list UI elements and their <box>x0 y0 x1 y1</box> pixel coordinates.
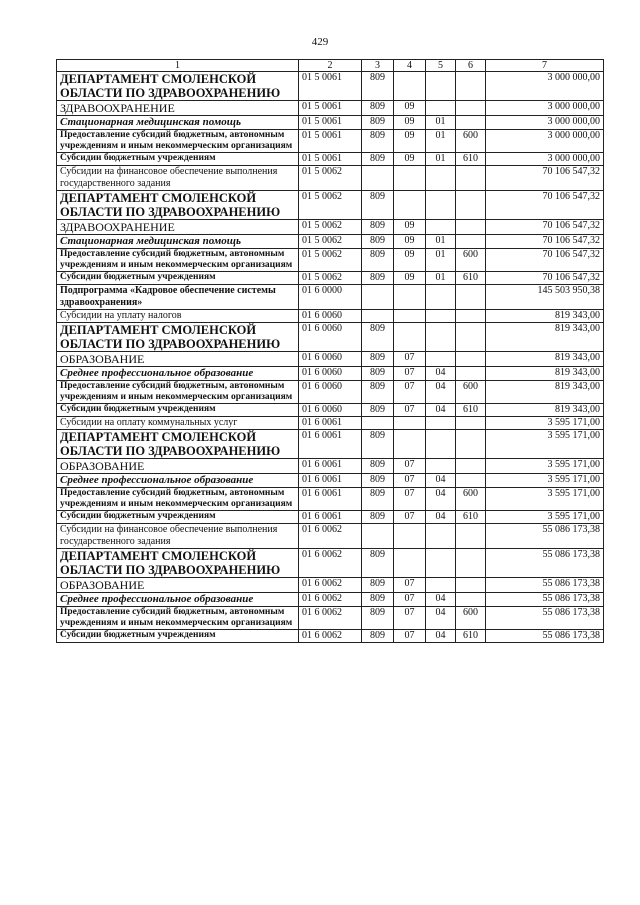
row-name-cell: Среднее профессиональное образование <box>57 593 299 607</box>
amount-cell: 819 343,00 <box>486 352 604 367</box>
ministry-code-cell: 809 <box>362 578 394 593</box>
expense-type-cell <box>456 352 486 367</box>
target-article-cell: 01 5 0061 <box>299 116 362 130</box>
table-row <box>57 166 604 191</box>
column-header: 7 <box>486 60 604 72</box>
table-row <box>57 430 604 459</box>
target-article-cell: 01 6 0000 <box>299 285 362 310</box>
subsection-code-cell: 01 <box>426 116 456 130</box>
amount-cell: 55 086 173,38 <box>486 607 604 630</box>
table-row <box>57 607 604 630</box>
target-article-cell: 01 6 0060 <box>299 352 362 367</box>
column-header: 5 <box>426 60 456 72</box>
row-name-cell: Субсидии на оплату коммунальных услуг <box>57 417 299 430</box>
amount-cell: 145 503 950,38 <box>486 285 604 310</box>
column-header: 2 <box>299 60 362 72</box>
subsection-code-cell: 01 <box>426 153 456 166</box>
row-name-cell: ДЕПАРТАМЕНТ СМОЛЕНСКОЙ ОБЛАСТИ ПО ЗДРАВООХРАНЕНИЮ <box>57 191 299 220</box>
ministry-code-cell <box>362 285 394 310</box>
expense-type-cell: 600 <box>456 488 486 511</box>
subsection-code-cell: 01 <box>426 130 456 153</box>
ministry-code-cell: 809 <box>362 430 394 459</box>
subsection-code-cell <box>426 549 456 578</box>
table-row <box>57 524 604 549</box>
target-article-cell: 01 6 0060 <box>299 310 362 323</box>
target-article-cell: 01 6 0061 <box>299 488 362 511</box>
target-article-cell: 01 6 0060 <box>299 381 362 404</box>
expense-type-cell <box>456 235 486 249</box>
subsection-code-cell <box>426 417 456 430</box>
ministry-code-cell: 809 <box>362 593 394 607</box>
row-name-cell: Среднее профессиональное образование <box>57 474 299 488</box>
table-row <box>57 381 604 404</box>
target-article-cell: 01 6 0061 <box>299 511 362 524</box>
amount-cell: 3 595 171,00 <box>486 511 604 524</box>
row-name-cell: Предоставление субсидий бюджетным, автономным учреждениям и иным некоммерческим организациям <box>57 130 299 153</box>
ministry-code-cell: 809 <box>362 130 394 153</box>
amount-cell: 819 343,00 <box>486 381 604 404</box>
ministry-code-cell: 809 <box>362 153 394 166</box>
section-code-cell: 07 <box>394 607 426 630</box>
section-code-cell: 07 <box>394 404 426 417</box>
section-code-cell: 07 <box>394 578 426 593</box>
table-row <box>57 220 604 235</box>
table-row <box>57 459 604 474</box>
table-row <box>57 352 604 367</box>
ministry-code-cell: 809 <box>362 474 394 488</box>
column-header: 3 <box>362 60 394 72</box>
target-article-cell: 01 5 0062 <box>299 166 362 191</box>
section-code-cell <box>394 549 426 578</box>
ministry-code-cell <box>362 166 394 191</box>
amount-cell: 819 343,00 <box>486 310 604 323</box>
amount-cell: 3 595 171,00 <box>486 488 604 511</box>
ministry-code-cell: 809 <box>362 235 394 249</box>
expense-type-cell <box>456 593 486 607</box>
table-row <box>57 191 604 220</box>
section-code-cell <box>394 72 426 101</box>
amount-cell: 55 086 173,38 <box>486 578 604 593</box>
section-code-cell: 09 <box>394 116 426 130</box>
subsection-code-cell <box>426 72 456 101</box>
expense-type-cell: 610 <box>456 153 486 166</box>
section-code-cell: 09 <box>394 101 426 116</box>
row-name-cell: ЗДРАВООХРАНЕНИЕ <box>57 220 299 235</box>
subsection-code-cell: 01 <box>426 235 456 249</box>
column-header: 1 <box>57 60 299 72</box>
table-row <box>57 72 604 101</box>
section-code-cell <box>394 191 426 220</box>
amount-cell: 819 343,00 <box>486 404 604 417</box>
amount-cell: 3 595 171,00 <box>486 459 604 474</box>
section-code-cell: 09 <box>394 249 426 272</box>
target-article-cell: 01 5 0062 <box>299 220 362 235</box>
target-article-cell: 01 6 0062 <box>299 578 362 593</box>
row-name-cell: Предоставление субсидий бюджетным, автономным учреждениям и иным некоммерческим организациям <box>57 249 299 272</box>
row-name-cell: Подпрограмма «Кадровое обеспечение системы здравоохранения» <box>57 285 299 310</box>
expense-type-cell <box>456 116 486 130</box>
amount-cell: 70 106 547,32 <box>486 235 604 249</box>
table-row <box>57 310 604 323</box>
amount-cell: 70 106 547,32 <box>486 249 604 272</box>
section-code-cell: 09 <box>394 235 426 249</box>
target-article-cell: 01 5 0061 <box>299 101 362 116</box>
subsection-code-cell <box>426 430 456 459</box>
table-row <box>57 323 604 352</box>
expense-type-cell: 600 <box>456 381 486 404</box>
target-article-cell: 01 6 0061 <box>299 417 362 430</box>
target-article-cell: 01 6 0062 <box>299 593 362 607</box>
ministry-code-cell: 809 <box>362 367 394 381</box>
table-row <box>57 593 604 607</box>
row-name-cell: ЗДРАВООХРАНЕНИЕ <box>57 101 299 116</box>
row-name-cell: Предоставление субсидий бюджетным, автономным учреждениям и иным некоммерческим организациям <box>57 381 299 404</box>
expense-type-cell <box>456 474 486 488</box>
expense-type-cell <box>456 430 486 459</box>
target-article-cell: 01 5 0062 <box>299 249 362 272</box>
row-name-cell: Субсидии бюджетным учреждениям <box>57 511 299 524</box>
table-row <box>57 630 604 643</box>
subsection-code-cell <box>426 578 456 593</box>
row-name-cell: ОБРАЗОВАНИЕ <box>57 352 299 367</box>
column-header: 4 <box>394 60 426 72</box>
amount-cell: 3 595 171,00 <box>486 417 604 430</box>
subsection-code-cell: 04 <box>426 593 456 607</box>
row-name-cell: Стационарная медицинская помощь <box>57 116 299 130</box>
table-row <box>57 549 604 578</box>
subsection-code-cell <box>426 524 456 549</box>
table-row <box>57 474 604 488</box>
column-header: 6 <box>456 60 486 72</box>
table-row <box>57 417 604 430</box>
subsection-code-cell <box>426 323 456 352</box>
row-name-cell: Стационарная медицинская помощь <box>57 235 299 249</box>
ministry-code-cell: 809 <box>362 607 394 630</box>
table-row <box>57 404 604 417</box>
section-code-cell: 07 <box>394 381 426 404</box>
amount-cell: 70 106 547,32 <box>486 166 604 191</box>
ministry-code-cell: 809 <box>362 220 394 235</box>
ministry-code-cell: 809 <box>362 272 394 285</box>
ministry-code-cell: 809 <box>362 352 394 367</box>
section-code-cell: 09 <box>394 220 426 235</box>
section-code-cell <box>394 430 426 459</box>
ministry-code-cell <box>362 310 394 323</box>
expense-type-cell <box>456 310 486 323</box>
expense-type-cell: 610 <box>456 511 486 524</box>
row-name-cell: ДЕПАРТАМЕНТ СМОЛЕНСКОЙ ОБЛАСТИ ПО ЗДРАВООХРАНЕНИЮ <box>57 72 299 101</box>
amount-cell: 3 000 000,00 <box>486 101 604 116</box>
table-row <box>57 488 604 511</box>
expense-type-cell: 600 <box>456 607 486 630</box>
target-article-cell: 01 6 0061 <box>299 459 362 474</box>
expense-type-cell <box>456 578 486 593</box>
amount-cell: 3 595 171,00 <box>486 474 604 488</box>
expense-type-cell <box>456 549 486 578</box>
budget-table <box>56 59 604 643</box>
expense-type-cell <box>456 417 486 430</box>
expense-type-cell: 600 <box>456 130 486 153</box>
section-code-cell: 07 <box>394 593 426 607</box>
table-row <box>57 130 604 153</box>
row-name-cell: Субсидии на финансовое обеспечение выполнения государственного задания <box>57 166 299 191</box>
ministry-code-cell: 809 <box>362 72 394 101</box>
row-name-cell: Субсидии бюджетным учреждениям <box>57 272 299 285</box>
target-article-cell: 01 5 0062 <box>299 272 362 285</box>
amount-cell: 55 086 173,38 <box>486 593 604 607</box>
ministry-code-cell: 809 <box>362 381 394 404</box>
section-code-cell <box>394 323 426 352</box>
table-row <box>57 249 604 272</box>
section-code-cell <box>394 524 426 549</box>
row-name-cell: Предоставление субсидий бюджетным, автономным учреждениям и иным некоммерческим организациям <box>57 488 299 511</box>
table-row <box>57 285 604 310</box>
subsection-code-cell: 04 <box>426 511 456 524</box>
section-code-cell: 07 <box>394 459 426 474</box>
subsection-code-cell: 04 <box>426 367 456 381</box>
ministry-code-cell: 809 <box>362 101 394 116</box>
expense-type-cell <box>456 524 486 549</box>
subsection-code-cell: 01 <box>426 272 456 285</box>
subsection-code-cell: 04 <box>426 474 456 488</box>
section-code-cell <box>394 285 426 310</box>
amount-cell: 70 106 547,32 <box>486 272 604 285</box>
subsection-code-cell <box>426 191 456 220</box>
section-code-cell: 07 <box>394 474 426 488</box>
ministry-code-cell: 809 <box>362 249 394 272</box>
row-name-cell: ДЕПАРТАМЕНТ СМОЛЕНСКОЙ ОБЛАСТИ ПО ЗДРАВООХРАНЕНИЮ <box>57 323 299 352</box>
target-article-cell: 01 5 0062 <box>299 191 362 220</box>
section-code-cell <box>394 166 426 191</box>
target-article-cell: 01 6 0061 <box>299 474 362 488</box>
table-row <box>57 511 604 524</box>
section-code-cell: 07 <box>394 352 426 367</box>
row-name-cell: Субсидии бюджетным учреждениям <box>57 404 299 417</box>
table-row <box>57 367 604 381</box>
subsection-code-cell <box>426 101 456 116</box>
section-code-cell: 07 <box>394 488 426 511</box>
section-code-cell: 09 <box>394 153 426 166</box>
subsection-code-cell <box>426 310 456 323</box>
expense-type-cell: 610 <box>456 404 486 417</box>
expense-type-cell <box>456 191 486 220</box>
amount-cell: 3 000 000,00 <box>486 153 604 166</box>
ministry-code-cell: 809 <box>362 323 394 352</box>
subsection-code-cell: 04 <box>426 488 456 511</box>
ministry-code-cell <box>362 417 394 430</box>
row-name-cell: Среднее профессиональное образование <box>57 367 299 381</box>
target-article-cell: 01 5 0061 <box>299 153 362 166</box>
ministry-code-cell: 809 <box>362 630 394 643</box>
subsection-code-cell: 01 <box>426 249 456 272</box>
target-article-cell: 01 5 0062 <box>299 235 362 249</box>
expense-type-cell <box>456 220 486 235</box>
expense-type-cell: 610 <box>456 630 486 643</box>
expense-type-cell <box>456 166 486 191</box>
subsection-code-cell <box>426 220 456 235</box>
table-row <box>57 272 604 285</box>
target-article-cell: 01 6 0062 <box>299 549 362 578</box>
section-code-cell: 09 <box>394 272 426 285</box>
subsection-code-cell: 04 <box>426 630 456 643</box>
ministry-code-cell: 809 <box>362 459 394 474</box>
target-article-cell: 01 6 0062 <box>299 607 362 630</box>
subsection-code-cell <box>426 352 456 367</box>
row-name-cell: Субсидии бюджетным учреждениям <box>57 153 299 166</box>
page-number: 429 <box>311 36 329 48</box>
amount-cell: 55 086 173,38 <box>486 524 604 549</box>
table-header-row <box>57 60 604 72</box>
ministry-code-cell: 809 <box>362 404 394 417</box>
expense-type-cell <box>456 367 486 381</box>
row-name-cell: Субсидии на финансовое обеспечение выполнения государственного задания <box>57 524 299 549</box>
subsection-code-cell <box>426 285 456 310</box>
expense-type-cell: 600 <box>456 249 486 272</box>
row-name-cell: ДЕПАРТАМЕНТ СМОЛЕНСКОЙ ОБЛАСТИ ПО ЗДРАВООХРАНЕНИЮ <box>57 430 299 459</box>
subsection-code-cell: 04 <box>426 607 456 630</box>
target-article-cell: 01 6 0060 <box>299 367 362 381</box>
ministry-code-cell: 809 <box>362 191 394 220</box>
section-code-cell: 09 <box>394 130 426 153</box>
amount-cell: 70 106 547,32 <box>486 191 604 220</box>
expense-type-cell: 610 <box>456 272 486 285</box>
amount-cell: 3 000 000,00 <box>486 116 604 130</box>
section-code-cell: 07 <box>394 367 426 381</box>
section-code-cell <box>394 417 426 430</box>
amount-cell: 819 343,00 <box>486 367 604 381</box>
target-article-cell: 01 6 0062 <box>299 630 362 643</box>
expense-type-cell <box>456 285 486 310</box>
amount-cell: 55 086 173,38 <box>486 549 604 578</box>
target-article-cell: 01 6 0060 <box>299 323 362 352</box>
amount-cell: 70 106 547,32 <box>486 220 604 235</box>
table-row <box>57 578 604 593</box>
amount-cell: 819 343,00 <box>486 323 604 352</box>
table-row <box>57 235 604 249</box>
ministry-code-cell <box>362 524 394 549</box>
row-name-cell: Предоставление субсидий бюджетным, автономным учреждениям и иным некоммерческим организациям <box>57 607 299 630</box>
table-row <box>57 153 604 166</box>
row-name-cell: ОБРАЗОВАНИЕ <box>57 578 299 593</box>
amount-cell: 3 000 000,00 <box>486 72 604 101</box>
target-article-cell: 01 6 0060 <box>299 404 362 417</box>
section-code-cell <box>394 310 426 323</box>
row-name-cell: Субсидии бюджетным учреждениям <box>57 630 299 643</box>
expense-type-cell <box>456 72 486 101</box>
row-name-cell: ДЕПАРТАМЕНТ СМОЛЕНСКОЙ ОБЛАСТИ ПО ЗДРАВООХРАНЕНИЮ <box>57 549 299 578</box>
target-article-cell: 01 5 0061 <box>299 72 362 101</box>
ministry-code-cell: 809 <box>362 549 394 578</box>
row-name-cell: ОБРАЗОВАНИЕ <box>57 459 299 474</box>
ministry-code-cell: 809 <box>362 116 394 130</box>
target-article-cell: 01 6 0062 <box>299 524 362 549</box>
subsection-code-cell: 04 <box>426 404 456 417</box>
table-row <box>57 116 604 130</box>
expense-type-cell <box>456 323 486 352</box>
ministry-code-cell: 809 <box>362 511 394 524</box>
row-name-cell: Субсидии на уплату налогов <box>57 310 299 323</box>
expense-type-cell <box>456 459 486 474</box>
subsection-code-cell: 04 <box>426 381 456 404</box>
section-code-cell: 07 <box>394 511 426 524</box>
target-article-cell: 01 6 0061 <box>299 430 362 459</box>
target-article-cell: 01 5 0061 <box>299 130 362 153</box>
expense-type-cell <box>456 101 486 116</box>
amount-cell: 55 086 173,38 <box>486 630 604 643</box>
subsection-code-cell <box>426 459 456 474</box>
subsection-code-cell <box>426 166 456 191</box>
section-code-cell: 07 <box>394 630 426 643</box>
ministry-code-cell: 809 <box>362 488 394 511</box>
table-row <box>57 101 604 116</box>
amount-cell: 3 595 171,00 <box>486 430 604 459</box>
amount-cell: 3 000 000,00 <box>486 130 604 153</box>
